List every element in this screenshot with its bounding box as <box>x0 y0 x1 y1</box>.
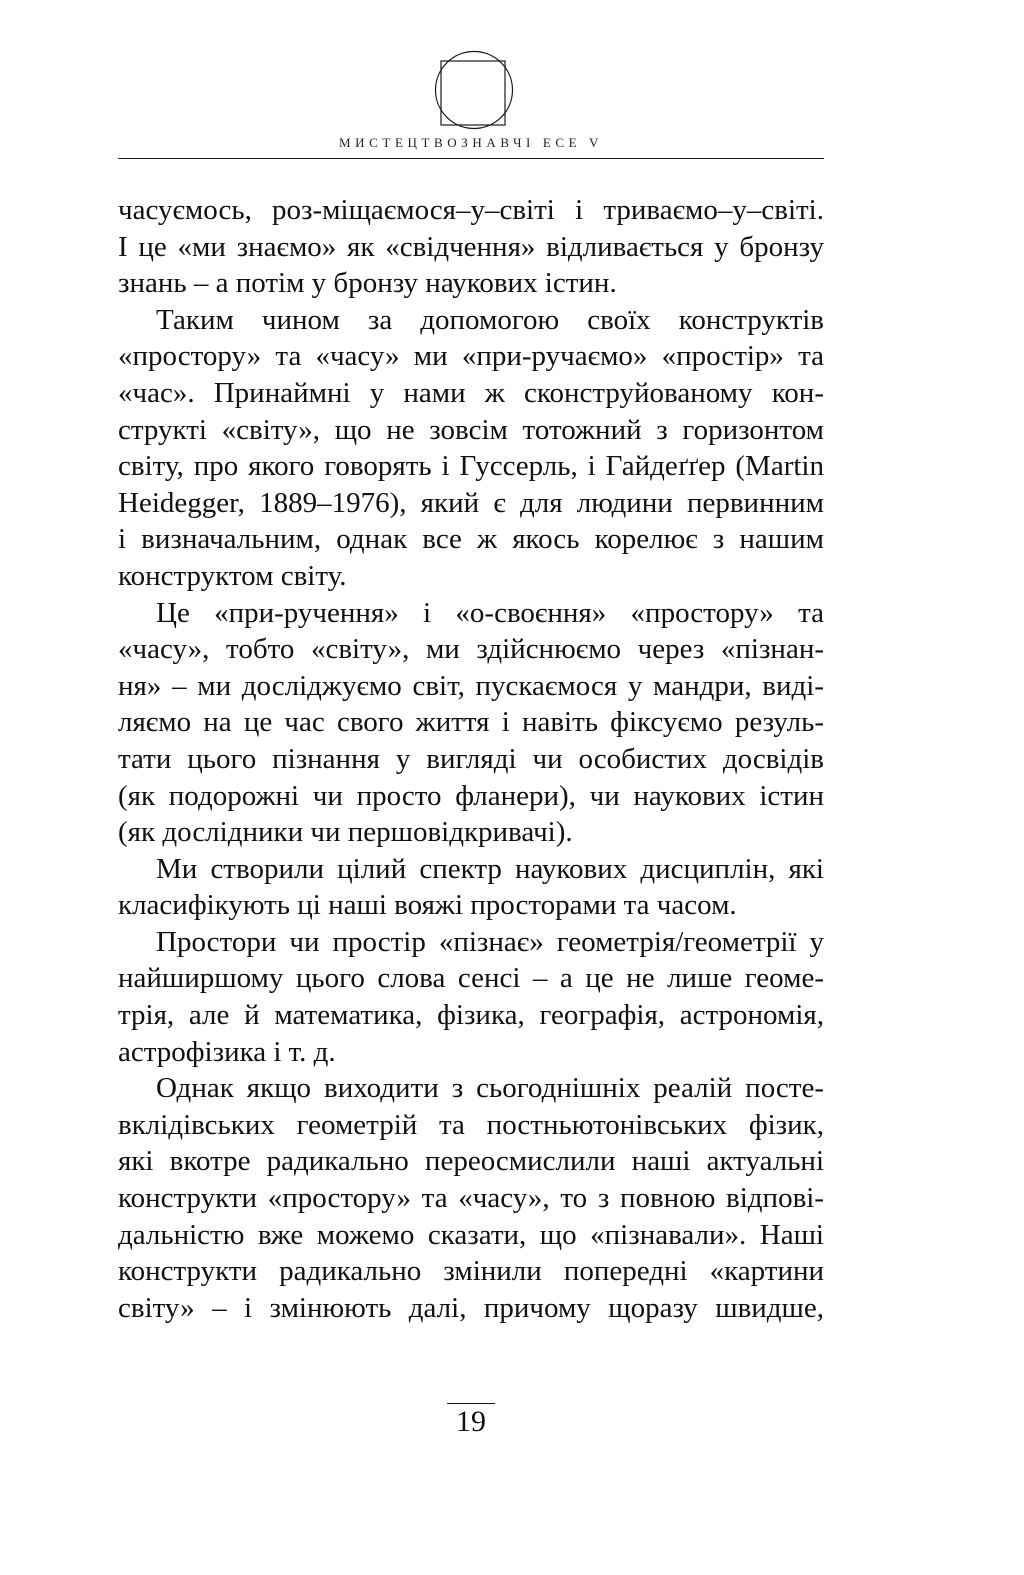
text-line: ляємо на це час свого життя і навіть фіксуємо резуль- <box>118 706 824 739</box>
text-line: тати цього пізнання у вигляді чи особистих досвідів <box>118 742 824 775</box>
text-line: «час». Принаймні у нами ж сконструйованому кон- <box>118 376 824 409</box>
text-line: «простору» та «часу» ми «при-ручаємо» «простір» та <box>118 340 824 373</box>
body-text <box>118 192 824 1326</box>
paragraph-first-line: Ми створили цілий спектр наукових дисциплін, які <box>156 852 824 885</box>
text-line: структі «світу», що не зовсім тотожний з горизонтом <box>118 413 824 446</box>
paragraph-first-line: Це «при-ручення» і «о-своєння» «простору» та <box>156 596 824 629</box>
running-header-title: МИСТЕЦТВОЗНАВЧІ ЕСЕ V <box>338 135 604 150</box>
text-line: світу» – і змінюють далі, причому щоразу швидше, <box>118 1291 824 1324</box>
page-number: 19 <box>447 1403 495 1438</box>
text-line: (як дослідники чи першовідкривачі). <box>118 816 573 849</box>
text-line: вклідівських геометрій та постньютонівських фізик, <box>118 1108 824 1141</box>
paragraph-first-line: Простори чи простір «пізнає» геометрія/геометрії у <box>156 925 824 958</box>
text-line: і визначальним, однак все ж якось корелює з нашим <box>118 523 824 556</box>
text-line: класифікують ці наші вояжі просторами та часом. <box>118 889 737 922</box>
paragraph-first-line: Таким чином за допомогою своїх конструктів <box>156 303 824 336</box>
paragraph-first-line: Однак якщо виходити з сьогоднішніх реалій посте- <box>156 1072 824 1105</box>
text-line: знань – а потім у бронзу наукових істин. <box>118 267 617 300</box>
text-line: ня» – ми досліджуємо світ, пускаємося у мандри, виді- <box>118 669 824 702</box>
text-line: астрофізика і т. д. <box>118 1035 336 1068</box>
circle-square-emblem-icon <box>434 50 514 130</box>
text-line: «часу», тобто «світу», ми здійснюємо через «пізнан- <box>118 633 824 666</box>
text-line: найширшому цього слова сенсі – а це не лише геоме- <box>118 962 824 995</box>
text-line: дальністю вже можемо сказати, що «пізнавали». Наші <box>118 1218 824 1251</box>
text-line: світу, про якого говорять і Гуссерль, і Гайдеґґер (Martin <box>118 450 824 483</box>
text-line: (як подорожні чи просто фланери), чи наукових істин <box>118 779 824 812</box>
text-line: конструктом світу. <box>118 559 347 592</box>
text-line: І це «ми знаємо» як «свідчення» відливається у бронзу <box>118 230 824 263</box>
text-line: які вкотре радикально переосмислили наші актуальні <box>118 1145 824 1178</box>
header-rule <box>118 158 824 159</box>
text-line: часуємось, роз-міщаємося–у–світі і триваємо–у–світі. <box>118 194 824 226</box>
text-line: трія, але й математика, фізика, географія, астрономія, <box>118 999 824 1032</box>
text-line: Heidegger, 1889–1976), який є для людини первинним <box>118 486 824 519</box>
text-line: конструкти «простору» та «часу», то з повною відпові- <box>118 1182 824 1215</box>
text-line: конструкти радикально змінили попередні «картини <box>118 1255 824 1288</box>
